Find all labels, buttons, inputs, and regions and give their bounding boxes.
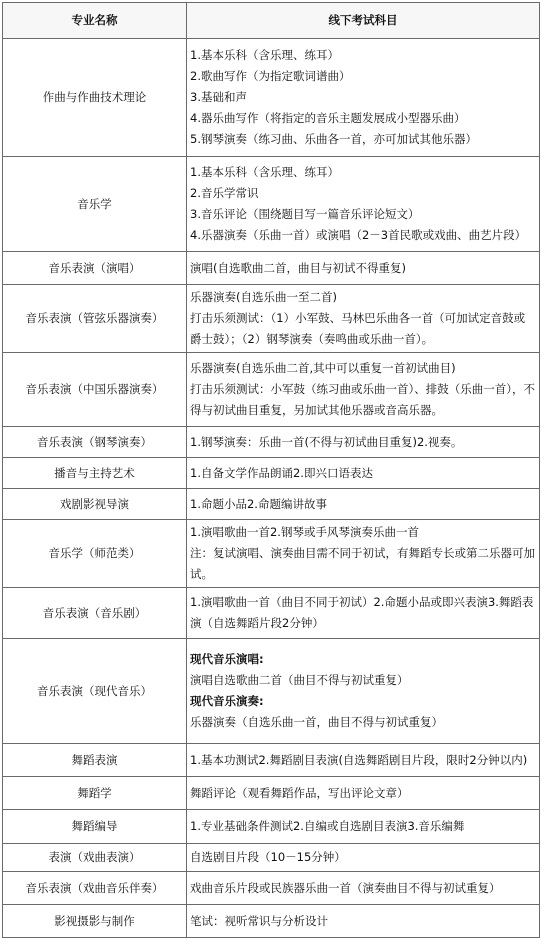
exam-section-heading: 现代音乐演唱: — [190, 652, 264, 666]
table-row — [3, 353, 540, 427]
exam-subject-line: 1.演唱歌曲一首（曲目不同于初试）2.命题小品或即兴表演3.舞蹈表演（自选舞蹈片段2分钟） — [190, 595, 534, 630]
header-major-name: 专业名称 — [3, 3, 187, 39]
major-name-cell: 戏剧影视导演 — [3, 489, 187, 520]
table-row — [3, 588, 540, 639]
header-row — [3, 3, 540, 39]
exam-subject-line: 1.基本功测试2.舞蹈剧目表演(自选舞蹈剧目片段，限时2分钟以内) — [190, 752, 528, 767]
exam-subjects-cell — [187, 353, 540, 427]
table-body — [3, 39, 540, 938]
exam-subject-line: 演唱自选歌曲二首（曲目不得与初试重复） — [190, 673, 409, 687]
table-row — [3, 844, 540, 872]
exam-subject-line: 舞蹈评论（观看舞蹈作品，写出评论文章） — [190, 785, 409, 800]
table-row — [3, 252, 540, 285]
exam-subject-line: 乐器演奏（自选乐曲一首，曲目不得与初试重复） — [190, 715, 443, 729]
major-name-cell: 播音与主持艺术 — [3, 458, 187, 489]
exam-subject-line: 4.乐器演奏（乐曲一首）或演唱（2－3首民歌或戏曲、曲艺片段） — [190, 228, 527, 242]
table-row — [3, 427, 540, 458]
major-name-cell: 音乐表演（现代音乐） — [3, 639, 187, 744]
exam-subject-line: 乐器演奏(自选乐曲二首,其中可以重复一首初试曲目) — [190, 361, 456, 375]
exam-subject-line: 5.钢琴演奏（练习曲、乐曲各一首，亦可加试其他乐器） — [190, 132, 477, 146]
major-name-cell: 音乐表演（管弦乐器演奏） — [3, 285, 187, 353]
major-name-cell: 音乐表演（演唱） — [3, 252, 187, 285]
major-name-cell: 作曲与作曲技术理论 — [3, 39, 187, 157]
exam-subjects-cell — [187, 588, 540, 639]
exam-subject-line: 打击乐须测试：小军鼓（练习曲或乐曲一首）、排鼓（乐曲一首），不得与初试曲目重复，另加试其他乐器或音高乐器。 — [190, 382, 535, 417]
major-name-cell: 舞蹈编导 — [3, 810, 187, 844]
exam-subjects-cell — [187, 39, 540, 157]
exam-subject-line: 自选剧目片段（10－15分钟） — [190, 850, 346, 864]
exam-subjects-table — [2, 2, 540, 938]
exam-subject-line: 3.音乐评论（围绕题目写一篇音乐评论短文） — [190, 207, 420, 221]
table-row — [3, 520, 540, 588]
exam-subjects-cell — [187, 744, 540, 777]
table-row — [3, 905, 540, 938]
exam-subject-line: 4.器乐曲写作（将指定的音乐主题发展成小型器乐曲） — [190, 111, 466, 125]
exam-subject-line: 注：复试演唱、演奏曲目需不同于初试，有舞蹈专长或第二乐器可加试。 — [190, 546, 535, 581]
major-name-cell: 表演（戏曲表演） — [3, 844, 187, 872]
major-name-cell: 音乐表演（音乐剧） — [3, 588, 187, 639]
exam-subject-line: 1.基本乐科（含乐理、练耳） — [190, 48, 339, 62]
exam-subjects-cell — [187, 905, 540, 938]
major-name-cell: 音乐学 — [3, 157, 187, 252]
exam-subjects-cell — [187, 427, 540, 458]
exam-subjects-cell — [187, 157, 540, 252]
major-name-cell: 音乐表演（中国乐器演奏） — [3, 353, 187, 427]
exam-subjects-cell — [187, 285, 540, 353]
exam-subjects-cell — [187, 639, 540, 744]
exam-subject-line: 戏曲音乐片段或民族器乐曲一首（演奏曲目不得与初试重复） — [190, 880, 501, 895]
table-row — [3, 639, 540, 744]
exam-subject-line: 演唱(自选歌曲二首，曲目与初试不得重复) — [190, 260, 406, 275]
exam-subjects-cell — [187, 489, 540, 520]
major-name-cell: 音乐学（师范类） — [3, 520, 187, 588]
exam-subjects-cell — [187, 872, 540, 905]
exam-subject-line: 乐器演奏(自选乐曲一至二首) — [190, 290, 337, 304]
exam-subject-line: 3.基础和声 — [190, 90, 247, 104]
exam-subject-line: 1.钢琴演奏：乐曲一首(不得与初试曲目重复)2.视奏。 — [190, 434, 463, 449]
table-row — [3, 810, 540, 844]
exam-subjects-cell — [187, 810, 540, 844]
exam-subject-line: 1.命题小品2.命题编讲故事 — [190, 496, 327, 511]
exam-subject-line: 笔试：视听常识与分析设计 — [190, 913, 328, 928]
major-name-cell: 影视摄影与制作 — [3, 905, 187, 938]
exam-subjects-cell — [187, 777, 540, 810]
table-row — [3, 489, 540, 520]
table-row — [3, 777, 540, 810]
major-name-cell: 舞蹈表演 — [3, 744, 187, 777]
major-name-cell: 音乐表演（钢琴演奏） — [3, 427, 187, 458]
exam-subject-line: 2.歌曲写作（为指定歌词谱曲） — [190, 69, 351, 83]
exam-subjects-cell — [187, 520, 540, 588]
exam-section-heading: 现代音乐演奏: — [190, 694, 264, 708]
exam-subject-line: 1.专业基础条件测试2.自编或自选剧目表演3.音乐编舞 — [190, 819, 465, 833]
exam-subjects-cell — [187, 252, 540, 285]
table-row — [3, 157, 540, 252]
table-row — [3, 872, 540, 905]
exam-subject-line: 1.基本乐科（含乐理、练耳） — [190, 165, 339, 179]
header-offline-exam-subjects: 线下考试科目 — [187, 3, 540, 39]
exam-subject-line: 打击乐须测试：（1）小军鼓、马林巴乐曲各一首（可加试定音鼓或爵士鼓）；（2）钢琴演奏（奏鸣曲或乐曲一首）。 — [190, 311, 526, 346]
table-row — [3, 39, 540, 157]
table-row — [3, 458, 540, 489]
exam-subject-line: 2.音乐学常识 — [190, 186, 259, 200]
major-name-cell: 舞蹈学 — [3, 777, 187, 810]
major-name-cell: 音乐表演（戏曲音乐伴奏） — [3, 872, 187, 905]
exam-subjects-cell — [187, 844, 540, 872]
exam-subject-line: 1.演唱歌曲一首2.钢琴或手风琴演奏乐曲一首 — [190, 525, 419, 539]
exam-subjects-cell — [187, 458, 540, 489]
table-row — [3, 744, 540, 777]
exam-subject-line: 1.自备文学作品朗诵2.即兴口语表达 — [190, 465, 373, 480]
table-row — [3, 285, 540, 353]
